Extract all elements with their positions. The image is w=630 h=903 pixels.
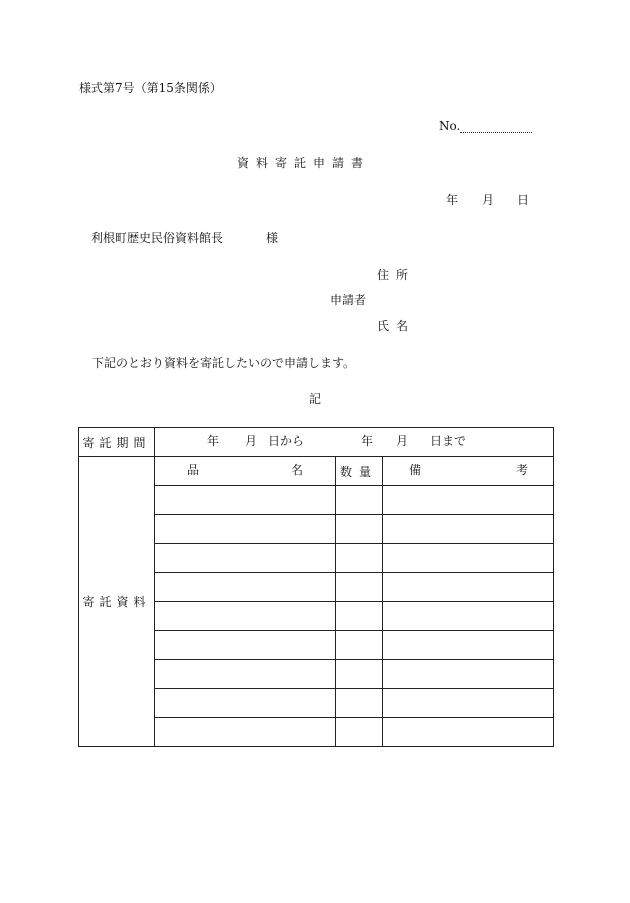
item-name-header-b: 名	[291, 463, 304, 477]
item-name-cell[interactable]	[155, 544, 336, 573]
quantity-header: 数量	[336, 457, 383, 486]
item-name-cell[interactable]	[155, 573, 336, 602]
remarks-cell[interactable]	[383, 544, 554, 573]
remarks-header-a: 備	[409, 463, 422, 477]
quantity-cell[interactable]	[336, 631, 383, 660]
item-name-header-a: 品	[187, 463, 200, 477]
item-name-cell[interactable]	[155, 602, 336, 631]
item-name-header	[155, 457, 336, 486]
applicant-label: 申請者	[330, 293, 367, 307]
name-label: 氏名	[377, 319, 416, 333]
date-day-label: 日	[517, 193, 530, 207]
remarks-cell[interactable]	[383, 660, 554, 689]
quantity-cell[interactable]	[336, 573, 383, 602]
item-name-cell[interactable]	[155, 660, 336, 689]
period-start-year: 年	[207, 434, 220, 448]
item-name-cell[interactable]	[155, 718, 336, 747]
period-field[interactable]	[155, 428, 554, 457]
period-end-day: 日まで	[430, 434, 467, 448]
period-start-month: 月	[245, 434, 258, 448]
remarks-cell[interactable]	[383, 602, 554, 631]
quantity-cell[interactable]	[336, 544, 383, 573]
remarks-cell[interactable]	[383, 718, 554, 747]
document-number-label: No.	[439, 119, 461, 133]
period-end-year: 年	[361, 434, 374, 448]
remarks-header-b: 考	[516, 463, 529, 477]
header-row	[79, 457, 554, 486]
addressee-honorific: 様	[266, 231, 279, 245]
addressee-name: 利根町歴史民俗資料館長	[91, 231, 224, 245]
quantity-cell[interactable]	[336, 486, 383, 515]
quantity-cell[interactable]	[336, 689, 383, 718]
remarks-cell[interactable]	[383, 573, 554, 602]
item-name-cell[interactable]	[155, 689, 336, 718]
ki-heading: 記	[309, 392, 322, 406]
period-row	[79, 428, 554, 457]
form-number: 様式第7号（第15条関係）	[79, 81, 222, 95]
period-end-month: 月	[396, 434, 409, 448]
address-label: 住所	[377, 268, 416, 282]
quantity-cell[interactable]	[336, 660, 383, 689]
document-number-blank[interactable]	[460, 121, 532, 133]
period-start-day: 日から	[268, 434, 305, 448]
quantity-cell[interactable]	[336, 515, 383, 544]
period-label: 寄託期間	[79, 428, 155, 457]
date-year-label: 年	[446, 193, 459, 207]
remarks-cell[interactable]	[383, 689, 554, 718]
item-name-cell[interactable]	[155, 631, 336, 660]
materials-label: 寄託資料	[79, 457, 155, 747]
item-name-cell[interactable]	[155, 486, 336, 515]
remarks-cell[interactable]	[383, 486, 554, 515]
remarks-header	[383, 457, 554, 486]
remarks-cell[interactable]	[383, 631, 554, 660]
quantity-cell[interactable]	[336, 718, 383, 747]
body-text: 下記のとおり資料を寄託したいので申請します。	[92, 356, 356, 370]
item-name-cell[interactable]	[155, 515, 336, 544]
deposit-table	[78, 427, 554, 747]
date-month-label: 月	[482, 193, 495, 207]
document-number-field[interactable]	[439, 119, 532, 133]
page-title: 資料寄託申請書	[237, 156, 371, 170]
remarks-cell[interactable]	[383, 515, 554, 544]
quantity-cell[interactable]	[336, 602, 383, 631]
